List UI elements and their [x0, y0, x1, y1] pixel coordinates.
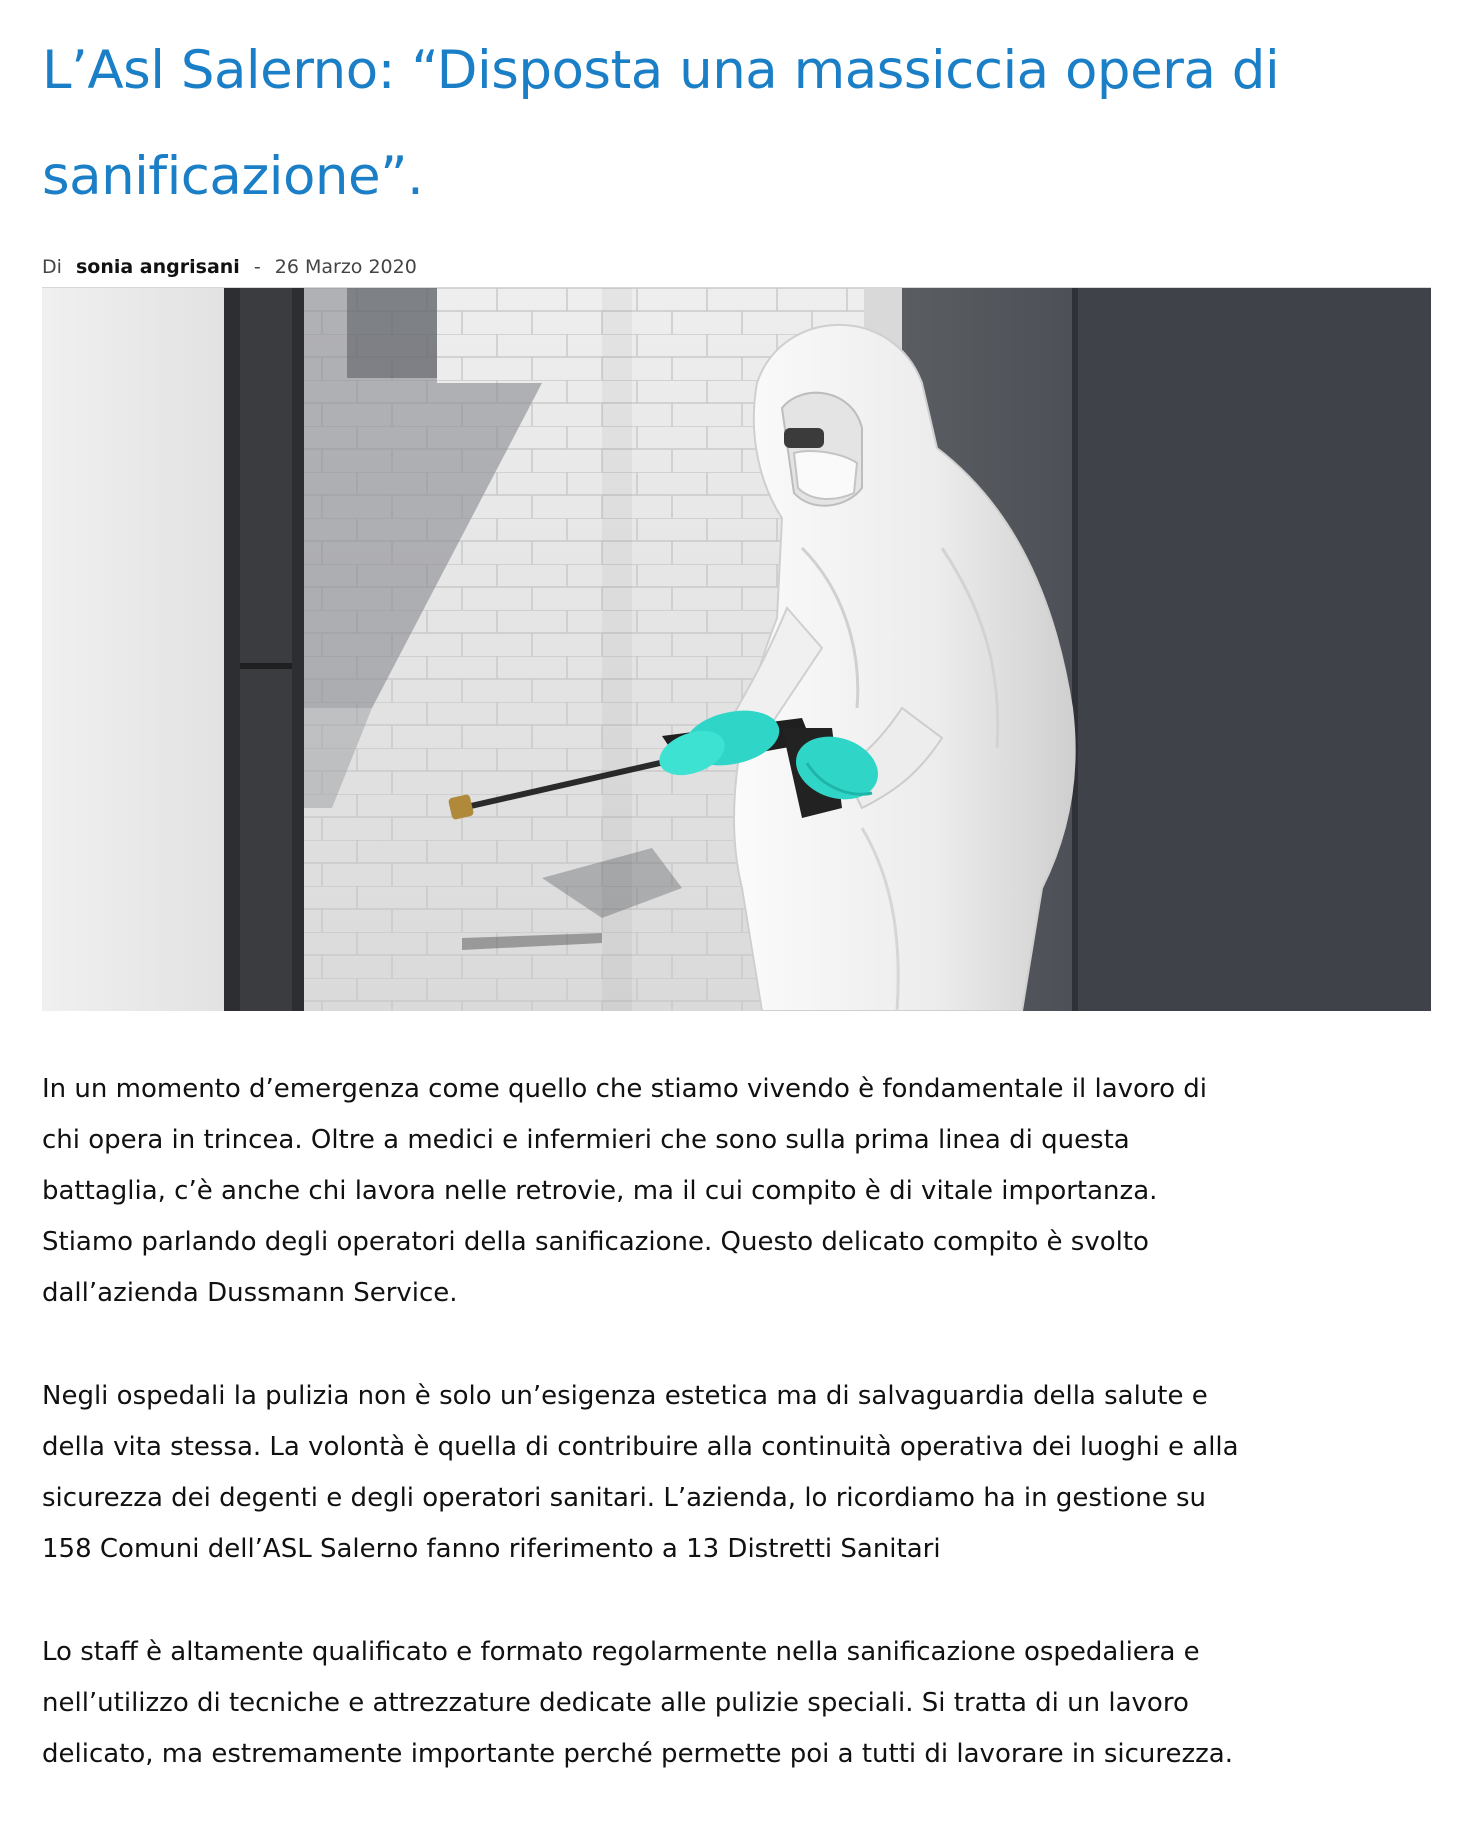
article	[42, 0, 1432, 1769]
author-link[interactable]: sonia angrisani	[75, 256, 240, 278]
byline-separator: -	[253, 256, 261, 278]
article-body	[42, 1064, 1442, 1832]
sanitization-photo	[42, 288, 1431, 1011]
paragraph-2: Negli ospedali la pulizia non è solo un’esigenza estetica ma di salvaguardia della salute e della vita stessa. La volontà è quella di contribuire alla continuità operativa dei luoghi e alla sicurezza dei degenti e degli operatori sanitari. L’azienda, lo ricordiamo ha in gestione su 158 Comuni dell’ASL Salerno fanno riferimento a 13 Distretti Sanitari	[42, 1381, 1239, 1564]
byline-prefix: Di	[42, 256, 62, 278]
paragraph-1: In un momento d’emergenza come quello che stiamo vivendo è fondamentale il lavoro di chi opera in trincea. Oltre a medici e infermieri che sono sulla prima linea di questa battaglia, c’è anche chi lavora nelle retrovie, ma il cui compito è di vitale importanza. Stiamo parlando degli operatori della sanificazione. Questo delicato compito è svolto dall’azienda Dussmann Service.	[42, 1074, 1207, 1308]
paragraph-3: Lo staff è altamente qualificato e formato regolarmente nella sanificazione ospedaliera e nell’utilizzo di tecniche e attrezzature dedicate alle pulizie speciali. Si tratta di un lavoro delicato, ma estremamente importante perché permette poi a tutti di lavorare in sicurezza.	[42, 1637, 1233, 1769]
article-title: L’Asl Salerno: “Disposta una massiccia opera di sanificazione”.	[42, 40, 1280, 207]
publish-date: 26 Marzo 2020	[274, 256, 417, 278]
featured-image	[42, 287, 1431, 1011]
article-meta	[42, 252, 1432, 282]
